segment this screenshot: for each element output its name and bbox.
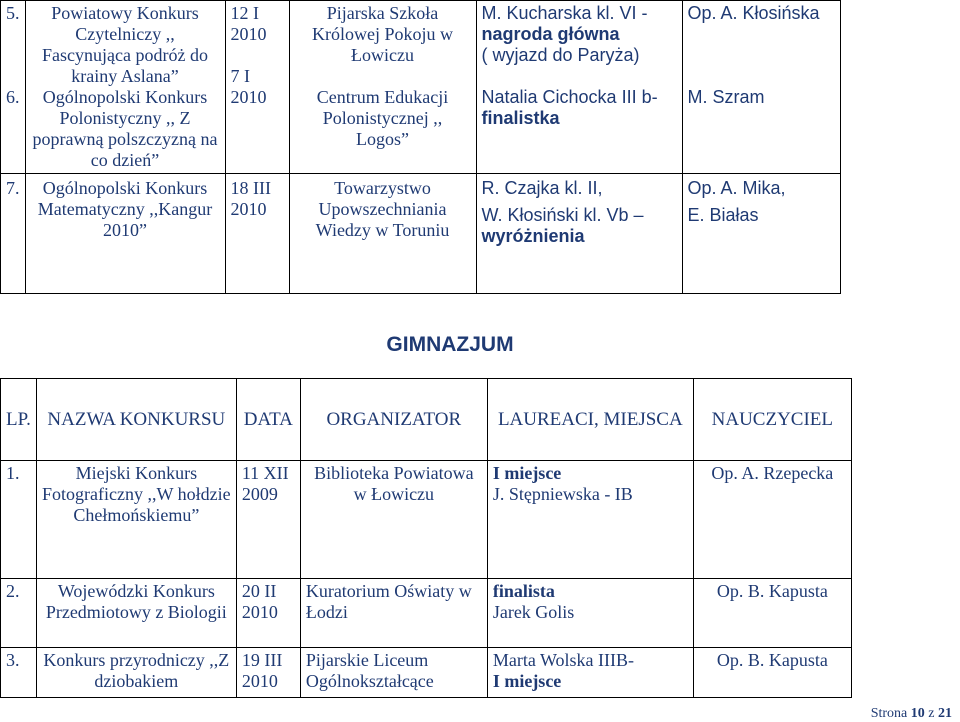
- header-row: [1, 379, 852, 461]
- laureates-cell: finalista Jarek Golis: [487, 579, 693, 648]
- table-row: [1, 1, 841, 174]
- header-laureates: LAUREACI, MIEJSCA: [487, 379, 693, 461]
- header-name: NAZWA KONKURSU: [36, 379, 236, 461]
- header-lp: LP.: [1, 379, 37, 461]
- section-title: GIMNAZJUM: [386, 333, 514, 356]
- top-table: [0, 0, 841, 294]
- laureates-cell: I miejsce J. Stępniewska - IB: [487, 461, 693, 579]
- table-row: 7. Ogólnopolski Konkurs Matematyczny ,,Kangur 2010” 18 III 2010 Towarzystwo Upowszechniania Wiedzy w Toruniu R. Czajka kl. II, W. Kłosiński kl. Vb – wyróżnienia Op. A. Mika, E. Białas: [1, 174, 841, 294]
- table-row: 1. Miejski Konkurs Fotograficzny ,,W hołdzie Chełmońskiemu” 11 XII 2009 Biblioteka Powiatowa w Łowiczu I miejsce J. Stępniewska - IB Op. A. Rzepecka: [1, 461, 852, 579]
- laureates-cell: R. Czajka kl. II, W. Kłosiński kl. Vb – wyróżnienia: [476, 174, 682, 294]
- organizer-cell: Pijarska Szkoła Królowej Pokoju w Łowiczu Centrum Edukacji Polonistycznej ,, Logos”: [289, 1, 476, 174]
- teacher-cell: Op. A. Kłosińska M. Szram: [682, 1, 840, 174]
- laureates-cell: M. Kucharska kl. VI - nagroda główna ( wyjazd do Paryża) Natalia Cichocka III b- finalistka: [476, 1, 682, 174]
- teacher-cell: Op. A. Mika, E. Białas: [682, 174, 840, 294]
- table-row: 2. Wojewódzki Konkurs Przedmiotowy z Biologii 20 II 2010 Kuratorium Oświaty w Łodzi finalista Jarek Golis Op. B. Kapusta: [1, 579, 852, 648]
- header-teacher: NAUCZYCIEL: [693, 379, 851, 461]
- table-row: 3. Konkurs przyrodniczy ,,Z dziobakiem 19 III 2010 Pijarskie Liceum Ogólnokształcące Marta Wolska IIIB- I miejsce Op. B. Kapusta: [1, 648, 852, 698]
- contest-name-cell: Powiatowy Konkurs Czytelniczy ,, Fascynująca podróż do krainy Aslana” Ogólnopolski Konkurs Polonistyczny ,, Z poprawną polszczyzną na co dzień”: [25, 1, 225, 174]
- laureates-cell: Marta Wolska IIIB- I miejsce: [487, 648, 693, 698]
- gimnazjum-table: [0, 378, 852, 698]
- header-date: DATA: [236, 379, 300, 461]
- row-number-cell: 5. 6.: [1, 1, 26, 174]
- page-footer: Strona 10 z 21: [870, 706, 952, 721]
- header-organizer: ORGANIZATOR: [300, 379, 487, 461]
- date-cell: 12 I 2010 7 I 2010: [225, 1, 289, 174]
